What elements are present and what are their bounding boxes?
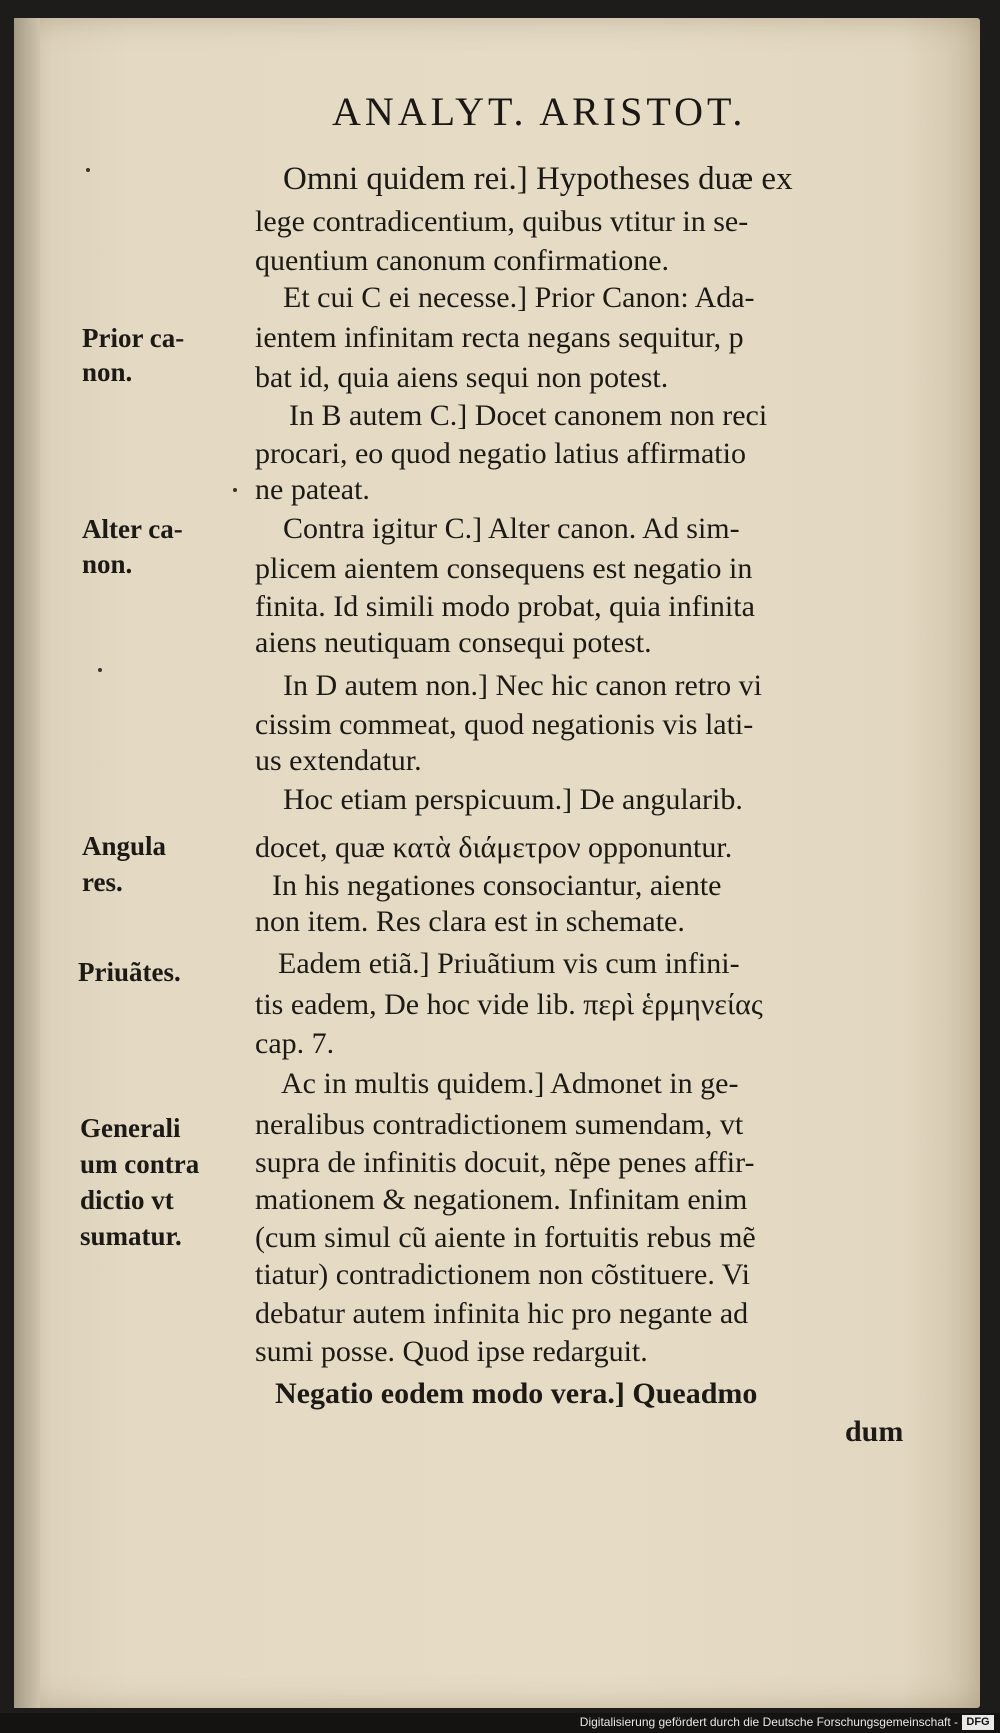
running-head: ANALYT. ARISTOT.	[332, 89, 747, 134]
body-line: tiatur) contradictionem non cõstituere. Vi	[255, 1258, 750, 1291]
body-line: bat id, quia aiens sequi non potest.	[255, 361, 669, 394]
body-line: ientem infinitam recta negans sequitur, p	[255, 321, 744, 354]
ink-speck	[86, 168, 90, 172]
body-line: non item. Res clara est in schemate.	[255, 905, 685, 938]
body-line: cap. 7.	[255, 1027, 335, 1060]
margin-note: non.	[82, 549, 133, 579]
body-line: Ac in multis quidem.] Admonet in ge-	[281, 1067, 739, 1100]
body-line: Contra igitur C.] Alter canon. Ad sim-	[283, 512, 740, 545]
body-line: debatur autem infinita hic pro negante ad	[255, 1297, 749, 1330]
body-line: (cum simul cũ aiente in fortuitis rebus mẽ	[255, 1221, 756, 1254]
body-line: quentium canonum confirmatione.	[255, 244, 670, 277]
body-line: Et cui C ei necesse.] Prior Canon: Ada-	[283, 281, 755, 314]
body-line: us extendatur.	[255, 744, 422, 777]
margin-note: Generali	[80, 1113, 181, 1143]
dfg-logo: DFG	[962, 1715, 994, 1730]
body-line: supra de infinitis docuit, nẽpe penes affir-	[255, 1146, 755, 1179]
body-line: aiens neutiquam consequi potest.	[255, 626, 652, 659]
body-line: Negatio eodem modo vera.] Queadmo	[275, 1377, 758, 1410]
margin-note: dictio vt	[80, 1185, 174, 1215]
body-line: finita. Id simili modo probat, quia infinita	[255, 590, 755, 623]
margin-note: Alter ca-	[82, 514, 183, 544]
body-line: tis eadem, De hoc vide lib. περὶ ἑρμηνείας	[255, 988, 763, 1021]
body-line: Eadem etiã.] Priuãtium vis cum infini-	[278, 947, 740, 980]
margin-note: Prior ca-	[82, 323, 185, 353]
margin-note: sumatur.	[80, 1221, 182, 1251]
catchword: dum	[845, 1415, 904, 1448]
body-line: neralibus contradictionem sumendam, vt	[255, 1108, 744, 1141]
margin-note: Angula	[82, 831, 167, 861]
body-line: In D autem non.] Nec hic canon retro vi	[283, 669, 762, 702]
body-line: In his negationes consociantur, aiente	[272, 869, 722, 902]
body-line: lege contradicentium, quibus vtitur in se-	[255, 205, 749, 238]
ink-speck	[98, 668, 102, 672]
body-line: sumi posse. Quod ipse redarguit.	[255, 1335, 648, 1368]
body-line: In B autem C.] Docet canonem non reci	[289, 399, 768, 432]
digitization-footer	[0, 1713, 1000, 1733]
body-line: cissim commeat, quod negationis vis lati-	[255, 708, 754, 741]
margin-note: um contra	[80, 1149, 200, 1179]
page-gutter	[14, 18, 40, 1708]
ink-speck	[233, 488, 237, 492]
footer-credit: Digitalisierung gefördert durch die Deutsche Forschungsgemeinschaft -	[579, 1715, 958, 1729]
margin-note: res.	[82, 867, 123, 897]
body-line: Omni quidem rei.] Hypotheses duæ ex	[283, 161, 793, 197]
body-line: Hoc etiam perspicuum.] De angularib.	[283, 783, 743, 816]
body-line: mationem & negationem. Infinitam enim	[255, 1183, 748, 1216]
body-line: ne pateat.	[255, 473, 370, 506]
body-line: docet, quæ κατὰ διάμετρον opponuntur.	[255, 831, 733, 864]
margin-note: non.	[82, 357, 133, 387]
body-line: plicem aientem consequens est negatio in	[255, 552, 753, 585]
body-line: procari, eo quod negatio latius affirmatio	[255, 437, 746, 470]
margin-note: Priuãtes.	[78, 957, 181, 987]
